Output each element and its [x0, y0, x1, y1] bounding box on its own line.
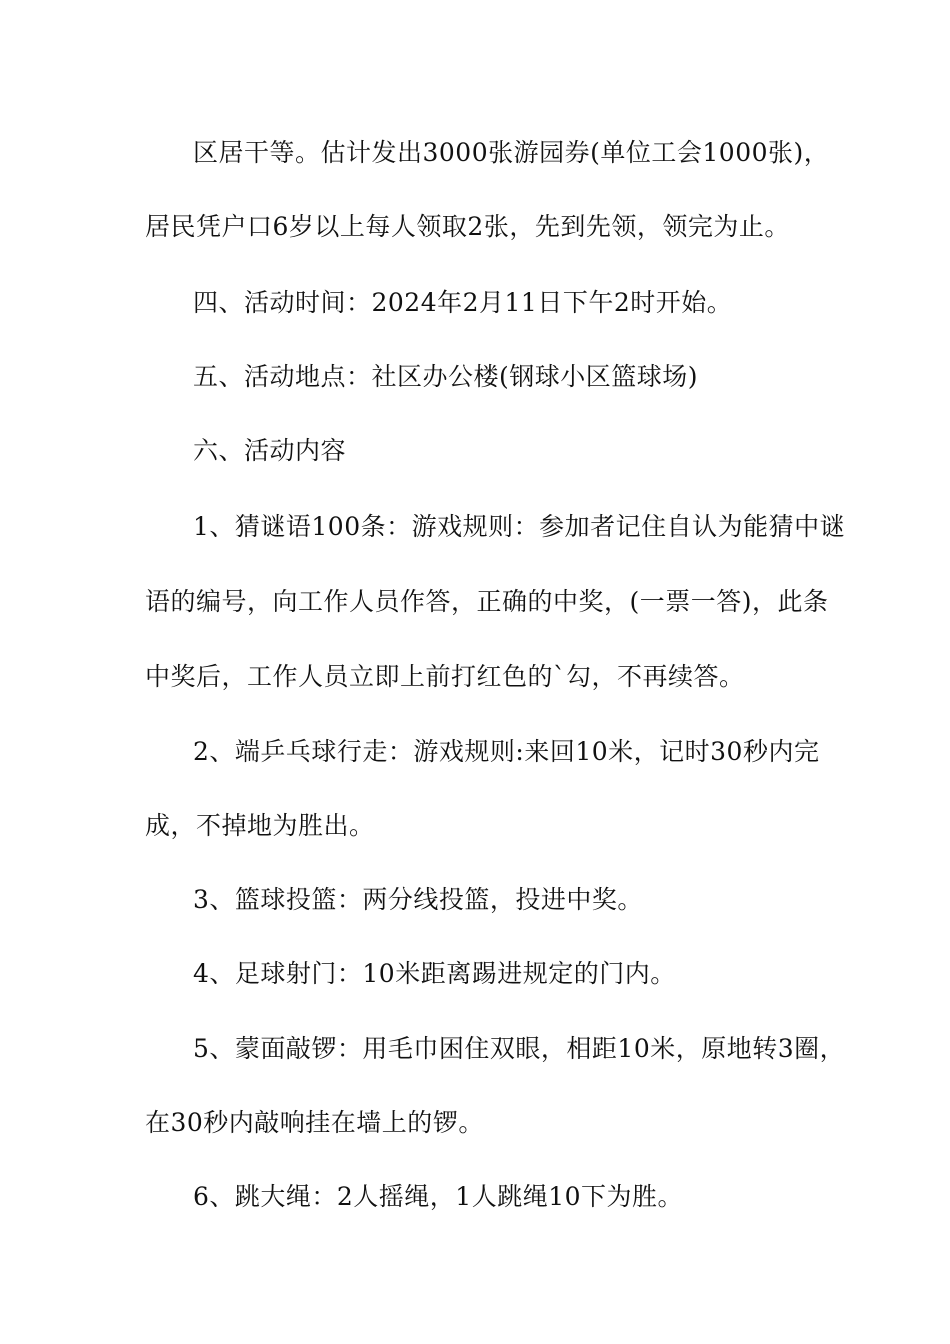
text-line: 区居干等。估计发出3000张游园券(单位工会1000张)，: [193, 138, 830, 167]
section-heading-content: 六、活动内容: [193, 436, 347, 465]
text-line: 成，不掉地为胜出。: [145, 811, 375, 840]
section-heading-time: 四、活动时间：2024年2月11日下午2时开始。: [193, 288, 733, 317]
list-item-blindfold-gong: 5、蒙面敲锣：用毛巾困住双眼，相距10米，原地转3圈，: [193, 1034, 846, 1063]
section-heading-location: 五、活动地点：社区办公楼(钢球小区篮球场): [193, 362, 699, 391]
list-item-jump-rope: 6、跳大绳：2人摇绳，1人跳绳10下为胜。: [193, 1182, 684, 1211]
text-line: 居民凭户口6岁以上每人领取2张，先到先领，领完为止。: [145, 212, 790, 241]
list-item-basketball: 3、篮球投篮：两分线投篮，投进中奖。: [193, 885, 643, 914]
list-item-riddles: 1、猜谜语100条：游戏规则：参加者记住自认为能猜中谜: [193, 512, 846, 541]
list-item-ping-pong: 2、端乒乓球行走：游戏规则:来回10米，记时30秒内完: [193, 737, 820, 766]
text-line: 在30秒内敲响挂在墙上的锣。: [145, 1108, 484, 1137]
text-line: 语的编号，向工作人员作答，正确的中奖，(一票一答)，此条: [145, 587, 829, 616]
text-line: 中奖后，工作人员立即上前打红色的`勾，不再续答。: [145, 662, 745, 691]
list-item-football: 4、足球射门：10米距离踢进规定的门内。: [193, 959, 676, 988]
